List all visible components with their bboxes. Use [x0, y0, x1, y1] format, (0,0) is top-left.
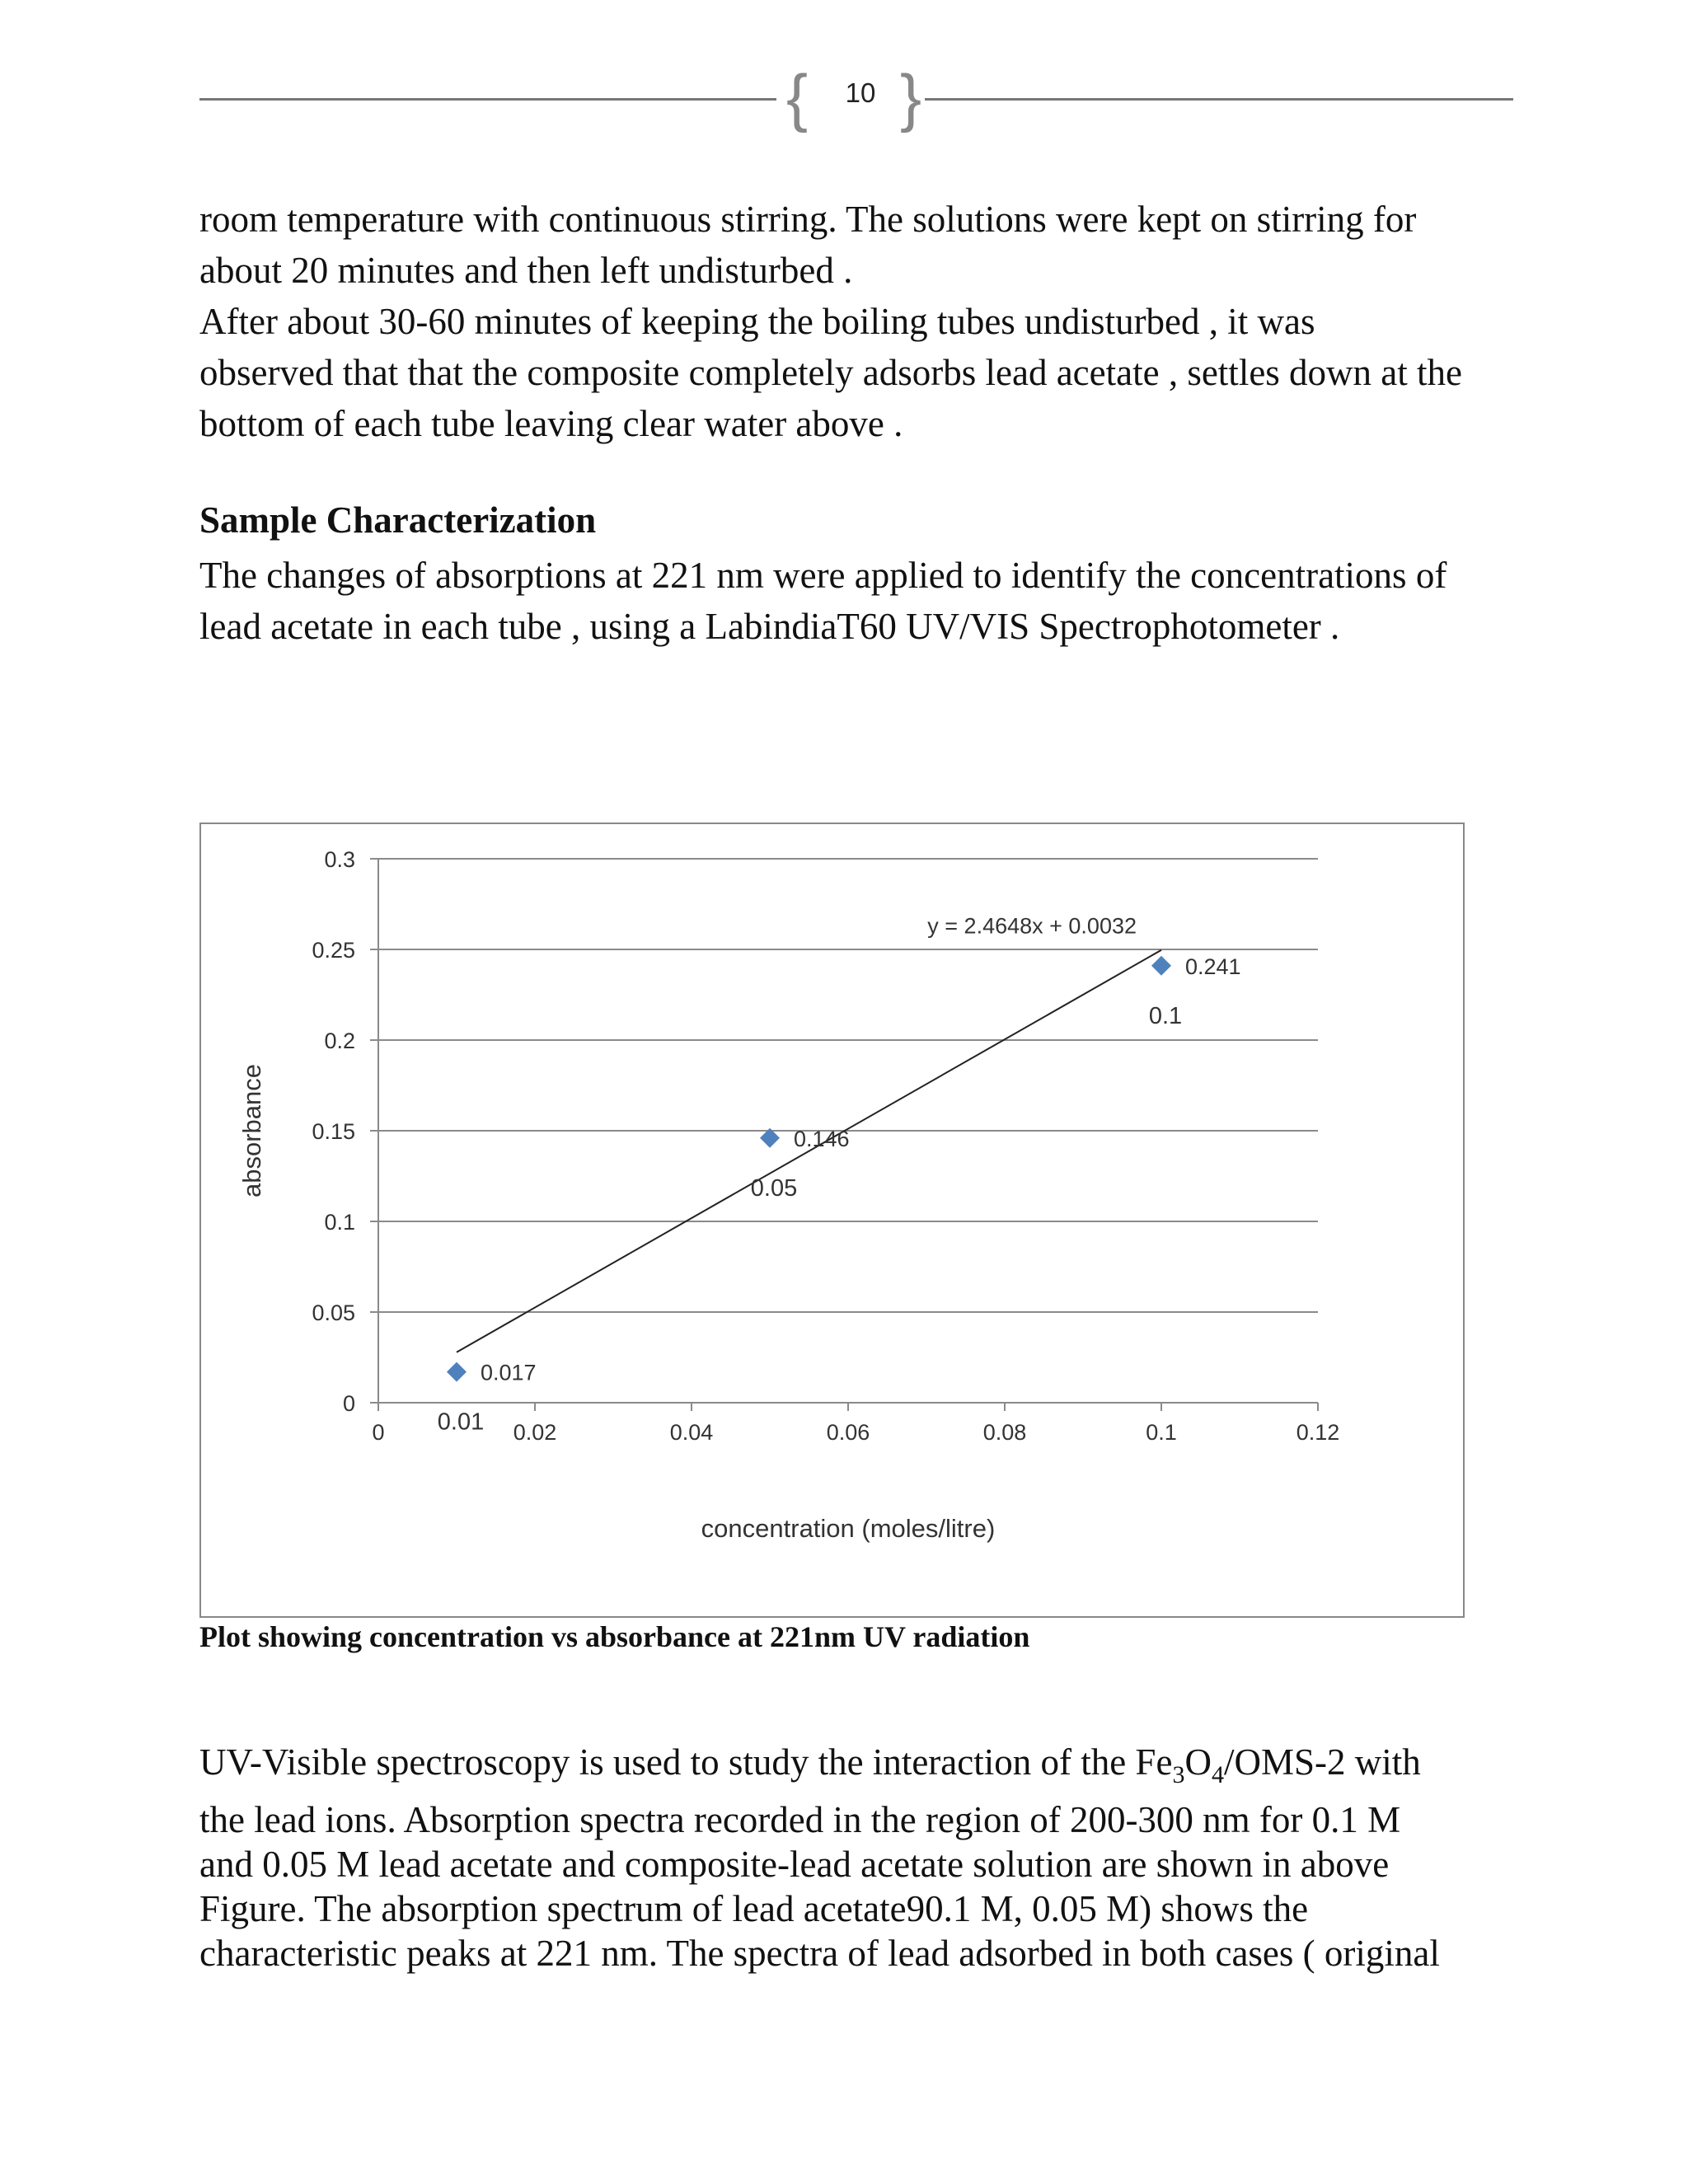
y-tick-label: 0.05	[312, 1301, 355, 1325]
paragraph-3-line: the lead ions. Absorption spectra recorded in the region of 200-300 nm for 0.1 M	[199, 1799, 1401, 1840]
data-point-x-label: 0.01	[437, 1408, 485, 1436]
left-brace-icon: {	[786, 61, 809, 134]
y-tick-label: 0	[342, 1391, 355, 1416]
y-tick-label: 0.2	[324, 1029, 355, 1053]
y-tick-label: 0.1	[324, 1210, 355, 1235]
figure-caption: Plot showing concentration vs absorbance at 221nm UV radiation	[199, 1620, 1030, 1653]
paragraph-3-text: O	[1184, 1741, 1212, 1783]
data-point-y-label: 0.241	[1185, 954, 1241, 979]
subscript: 3	[1172, 1761, 1185, 1788]
section-heading: Sample Characterization	[199, 499, 597, 541]
y-axis-title: absorbance	[237, 1063, 266, 1198]
paragraph-1	[199, 194, 1518, 296]
y-tick-label: 0.15	[312, 1119, 355, 1144]
data-point-x-label: 0.1	[1148, 1002, 1183, 1029]
subscript: 4	[1211, 1761, 1224, 1788]
paragraph-3-line: characteristic peaks at 221 nm. The spectra of lead adsorbed in both cases ( original	[199, 1933, 1440, 1974]
section-paragraph-line: lead acetate in each tube , using a LabindiaT60 UV/VIS Spectrophotometer .	[199, 606, 1340, 647]
paragraph-2-line: bottom of each tube leaving clear water above .	[199, 403, 903, 444]
data-point-x-label: 0.05	[750, 1174, 798, 1202]
paragraph-3-line-1	[199, 1740, 1518, 1797]
trendline-equation: y = 2.4648x + 0.0032	[927, 913, 1137, 939]
paragraph-2	[199, 296, 1518, 449]
page-number: 10	[845, 77, 876, 108]
scatter-chart	[201, 824, 1463, 1616]
x-axis-title: concentration (moles/litre)	[701, 1514, 996, 1543]
header-rule-left	[199, 98, 776, 101]
x-tick-label: 0	[372, 1420, 385, 1445]
paragraph-1-line: about 20 minutes and then left undisturbed .	[199, 250, 853, 291]
paragraph-1-line: room temperature with continuous stirring. The solutions were kept on stirring for	[199, 199, 1417, 240]
x-tick-label: 0.06	[826, 1420, 870, 1445]
paragraph-3-line: Figure. The absorption spectrum of lead acetate90.1 M, 0.05 M) shows the	[199, 1888, 1309, 1929]
x-tick-label: 0.1	[1146, 1420, 1177, 1445]
paragraph-3	[199, 1740, 1518, 1975]
x-tick-label: 0.12	[1296, 1420, 1340, 1445]
paragraph-3-text: /OMS-2 with	[1223, 1741, 1421, 1783]
paragraph-3-line: and 0.05 M lead acetate and composite-lead acetate solution are shown in above	[199, 1844, 1390, 1885]
section-paragraph-line: The changes of absorptions at 221 nm were applied to identify the concentrations of	[199, 555, 1447, 596]
x-tick-label: 0.02	[513, 1420, 557, 1445]
data-point-marker	[447, 1362, 467, 1382]
chart-frame	[199, 823, 1465, 1618]
data-point-y-label: 0.017	[481, 1360, 537, 1385]
y-tick-label: 0.3	[324, 847, 355, 872]
header-rule-right	[925, 98, 1513, 101]
right-brace-icon: }	[900, 61, 922, 134]
section-paragraph	[199, 550, 1518, 652]
paragraph-2-line: observed that that the composite completely adsorbs lead acetate , settles down at the	[199, 352, 1462, 393]
paragraph-3-text: UV-Visible spectroscopy is used to study the interaction of the Fe	[199, 1741, 1173, 1783]
data-point-y-label: 0.146	[794, 1126, 850, 1151]
data-point-marker	[1151, 956, 1171, 976]
paragraph-2-line: After about 30-60 minutes of keeping the boiling tubes undisturbed , it was	[199, 301, 1315, 342]
y-tick-label: 0.25	[312, 938, 355, 963]
x-tick-label: 0.08	[982, 1420, 1027, 1445]
x-tick-label: 0.04	[669, 1420, 714, 1445]
page-header	[199, 61, 1513, 134]
